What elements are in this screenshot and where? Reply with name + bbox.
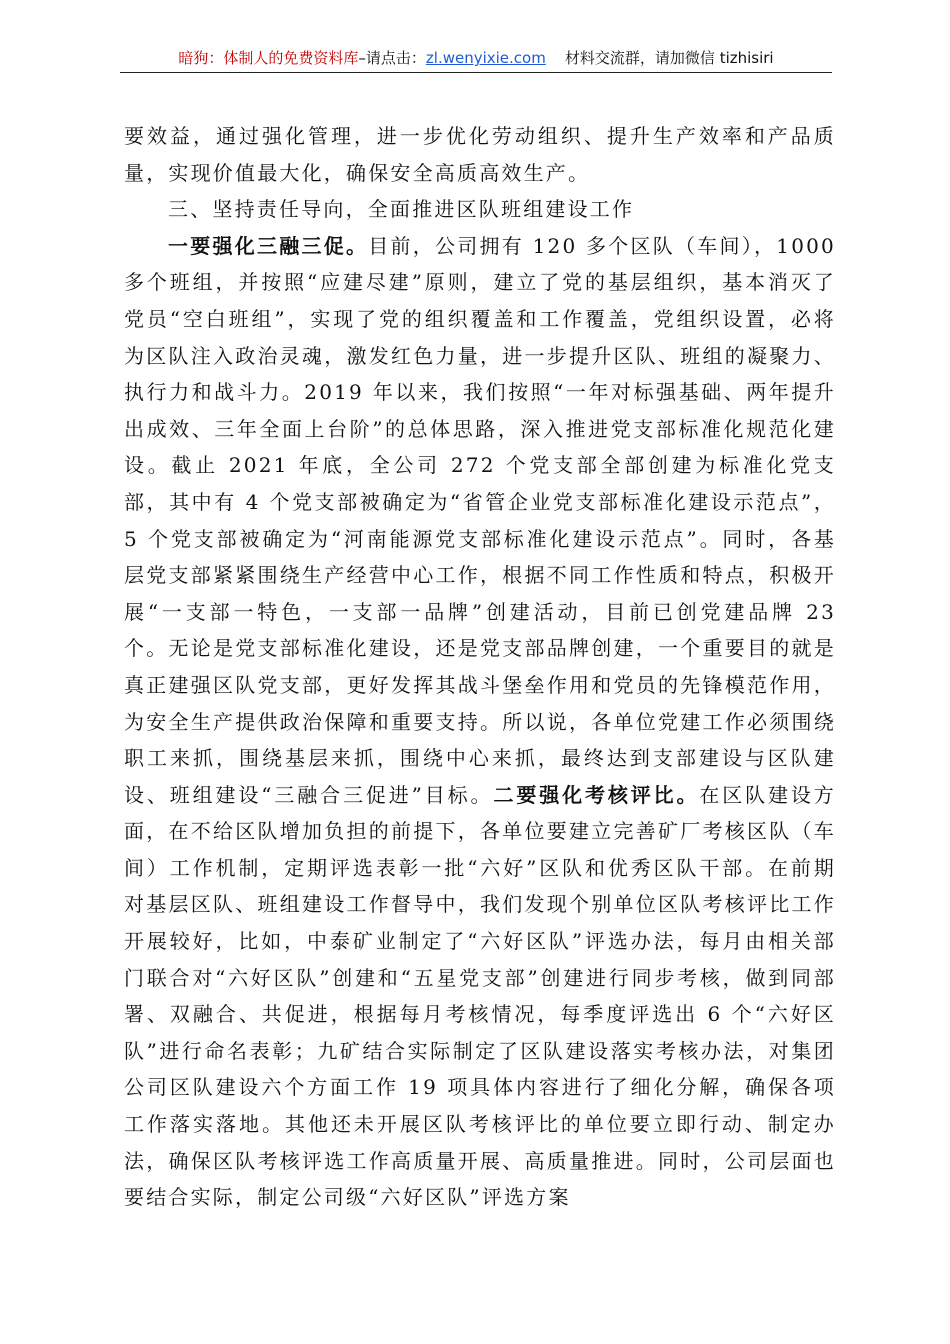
point-one-text: 目前，公司拥有 120 多个区队（车间），1000 多个班组，并按照“应建尽建”原则，建立了党的基层组织，基本消灭了党员“空白班组”，实现了党的组织覆盖和工作覆盖，党组织设置，必将为区队注入政治灵魂，激发红色力量，进一步提升区队、班组的凝聚力、执行力和战斗力。2019 年以来，我们按照“一年对标强基础、两年提升出成效、三年全面上台阶”的总体思路，深入推进党支部标准化规范化建设。截止 2021 年底，全公司 272 个党支部全部创建为标准化党支部，其中有 4 个党支部被确定为“省管企业党支部标准化建设示范点”，5 个党支部被确定为“河南能源党支部标准化建设示范点”。同时，各基层党支部紧紧围绕生产经营中心工作，根据不同工作性质和特点，积极开展“一支部一特色，一支部一品牌”创建活动，目前已创党建品牌 23 个。无论是党支部标准化建设，还是党支部品牌创建，一个重要目的就是真正建强区队党支部，更好发挥其战斗堡垒作用和党员的先锋模范作用，为安全生产提供政治保障和重要支持。所以说，各单位党建工作必须围绕职工来抓，围绕基层来抓，围绕中心来抓，最终达到支部建设与区队建设、班组建设“三融合三促进”目标。	[124, 233, 836, 807]
paragraph-main	[124, 228, 836, 1216]
document-body	[124, 118, 836, 1216]
page-header	[120, 47, 832, 69]
point-two-lead: 二要强化考核评比。	[493, 782, 700, 807]
point-one-lead: 一要强化三融三促。	[168, 233, 369, 258]
paragraph-continuation: 要效益，通过强化管理，进一步优化劳动组织、提升生产效率和产品质量，实现价值最大化，确保安全高质高效生产。	[124, 124, 836, 185]
header-site-link[interactable]: zl.wenyixie.com	[425, 49, 546, 67]
point-two-text: 在区队建设方面，在不给区队增加负担的前提下，各单位要建立完善矿厂考核区队（车间）工作机制，定期评选表彰一批“六好”区队和优秀区队干部。在前期对基层区队、班组建设工作督导中，我们发现个别单位区队考核评比工作开展较好，比如，中泰矿业制定了“六好区队”评选办法，每月由相关部门联合对“六好区队”创建和“五星党支部”创建进行同步考核，做到同部署、双融合、共促进，根据每月考核情况，每季度评选出 6 个“六好区队”进行命名表彰；九矿结合实际制定了区队建设落实考核办法，对集团公司区队建设六个方面工作 19 项具体内容进行了细化分解，确保各项工作落实落地。其他还未开展区队考核评比的单位要立即行动、制定办法，确保区队考核评选工作高质量开展、高质量推进。同时，公司层面也要结合实际，制定公司级“六好区队”评选方案	[124, 782, 836, 1210]
section-heading: 三、坚持责任导向，全面推进区队班组建设工作	[168, 197, 635, 222]
header-brand: 暗狗：体制人的免费资料库	[178, 49, 359, 67]
header-divider	[120, 72, 832, 73]
header-prompt: –请点击：	[358, 49, 426, 67]
header-wechat: 材料交流群，请加微信 tizhisiri	[564, 49, 774, 67]
